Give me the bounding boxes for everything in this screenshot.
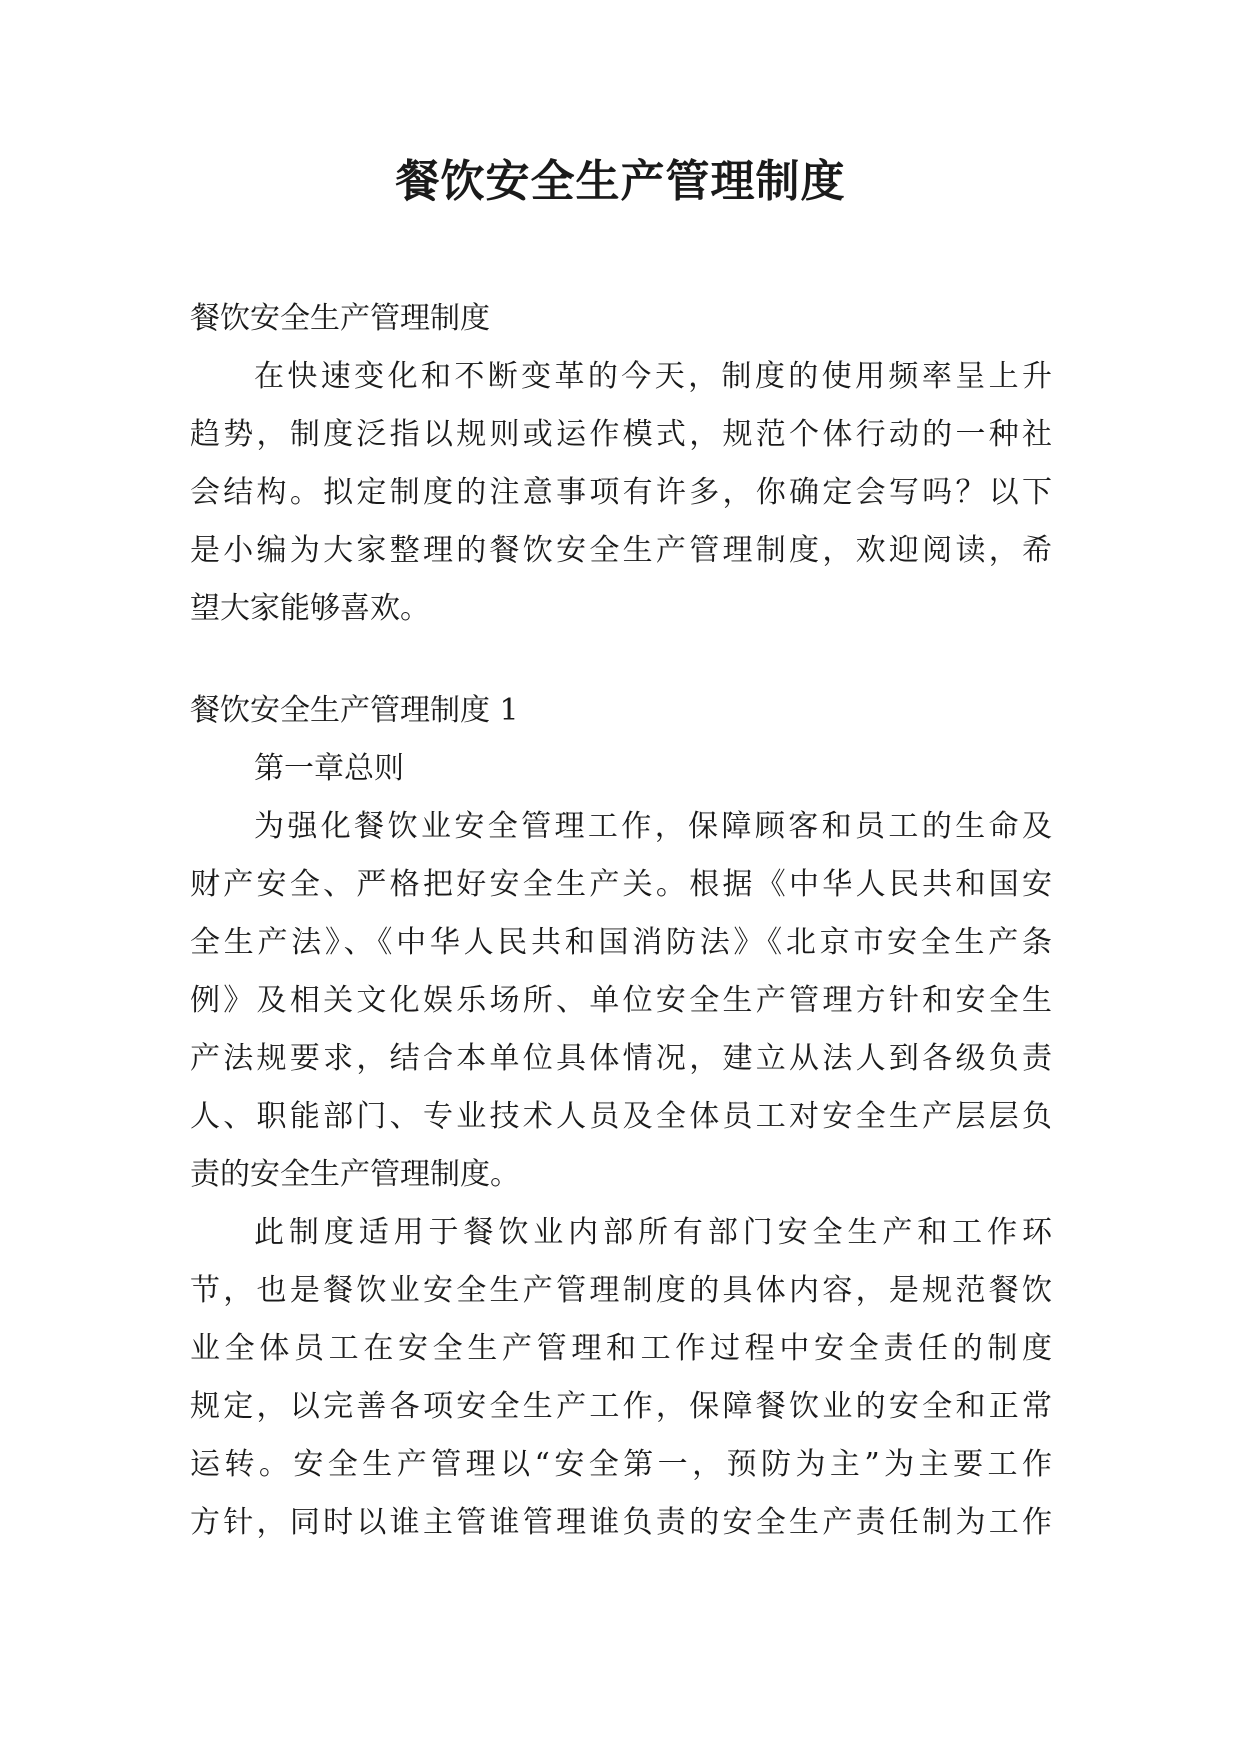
text-line: 此制度适用于餐饮业内部所有部门安全生产和工作环 (254, 1215, 1052, 1250)
text-line: 会结构。拟定制度的注意事项有许多，你确定会写吗？以下 (190, 475, 1052, 510)
section-heading: 餐饮安全生产管理制度 1 (190, 693, 519, 728)
section-heading: 餐饮安全生产管理制度 (190, 301, 490, 336)
text-line: 趋势，制度泛指以规则或运作模式，规范个体行动的一种社 (190, 417, 1052, 452)
document-body (190, 290, 1052, 1552)
text-line: 运转。安全生产管理以“安全第一，预防为主”为主要工作 (190, 1447, 1052, 1482)
text-line: 节，也是餐饮业安全生产管理制度的具体内容，是规范餐饮 (190, 1273, 1052, 1308)
text-line: 业全体员工在安全生产管理和工作过程中安全责任的制度 (190, 1331, 1052, 1366)
text-line: 财产安全、严格把好安全生产关。根据《中华人民共和国安 (190, 867, 1052, 902)
paragraph-scope (190, 1204, 1052, 1552)
spacer (190, 638, 1052, 682)
text-line: 规定，以完善各项安全生产工作，保障餐饮业的安全和正常 (190, 1389, 1052, 1424)
text-line: 望大家能够喜欢。 (190, 591, 430, 626)
chapter-heading: 第一章总则 (254, 751, 404, 786)
text-line: 产法规要求，结合本单位具体情况，建立从法人到各级负责 (190, 1041, 1052, 1076)
text-line: 全生产法》、《中华人民共和国消防法》《北京市安全生产条 (190, 925, 1052, 960)
text-line: 责的安全生产管理制度。 (190, 1157, 520, 1192)
text-line: 人、职能部门、专业技术人员及全体员工对安全生产层层负 (190, 1099, 1052, 1134)
text-line: 方针，同时以谁主管谁管理谁负责的安全生产责任制为工作 (190, 1505, 1052, 1540)
intro-paragraph (190, 348, 1052, 638)
document-title: 餐饮安全生产管理制度 (395, 156, 846, 207)
paragraph-general-provisions (190, 798, 1052, 1204)
text-line: 是小编为大家整理的餐饮安全生产管理制度，欢迎阅读，希 (190, 533, 1052, 568)
text-line: 例》及相关文化娱乐场所、单位安全生产管理方针和安全生 (190, 983, 1052, 1018)
text-line: 为强化餐饮业安全管理工作，保障顾客和员工的生命及 (254, 809, 1052, 844)
text-line: 在快速变化和不断变革的今天，制度的使用频率呈上升 (254, 359, 1052, 394)
